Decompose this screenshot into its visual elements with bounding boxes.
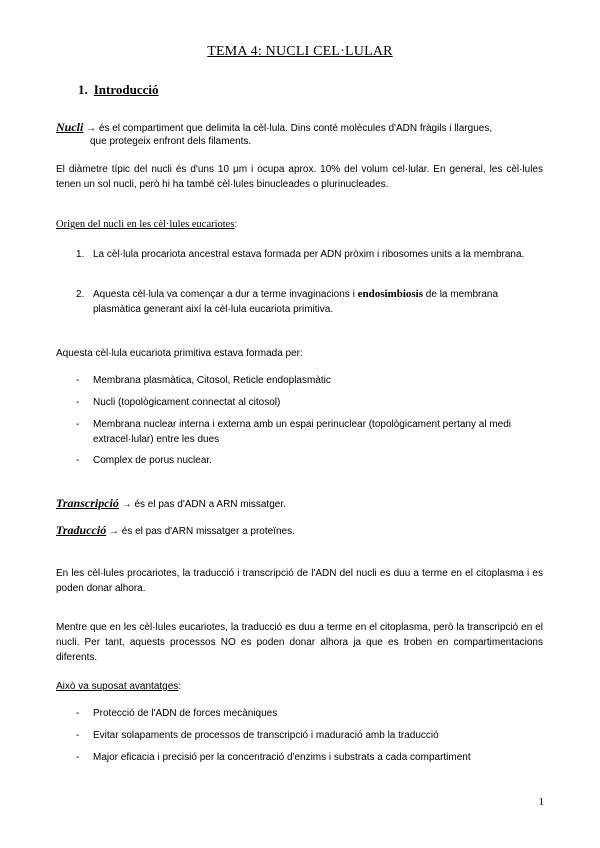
origen-colon: : — [234, 219, 238, 230]
list-item — [76, 247, 536, 262]
list-marker: 2. — [76, 289, 85, 300]
list-item — [76, 706, 544, 721]
text-before: Aquesta cèl·lula va començar a dur a terme invaginacions i — [93, 289, 358, 300]
origen-heading-text: Origen del nucli en les cèl·lules eucariotes — [56, 219, 235, 230]
section-heading — [78, 82, 159, 98]
list-item — [76, 395, 544, 410]
bullet-dash: - — [76, 397, 80, 408]
origen-heading — [56, 217, 237, 232]
avantatges-heading — [56, 679, 181, 694]
avantatges-colon: : — [178, 681, 182, 692]
arrow: → — [86, 123, 97, 134]
list-item — [76, 373, 544, 388]
primitiva-intro: Aquesta cèl·lula eucariota primitiva estava formada per: — [56, 348, 303, 359]
text-after: de la membrana plasmàtica generant així la cèl·lula eucariota primitiva. — [93, 289, 499, 315]
page-number: 1 — [538, 796, 544, 808]
traduccio-definition — [56, 523, 295, 539]
section-title: Introducció — [93, 82, 159, 97]
bullet-dash: - — [76, 375, 80, 386]
list-item-text: Evitar solapaments de processos de transcripció i maduració amb la traducció — [93, 730, 439, 741]
bullet-dash: - — [76, 708, 80, 719]
paragraph-eucariotes: Mentre que en les cèl·lules eucariotes, la traducció es duu a terme en el citoplasma, però la transcripció en el nucli. Per tant, aquests processos NO es poden donar alhora ja que es troben en compartimentacions diferents. — [56, 622, 543, 663]
list-item-text: Complex de porus nuclear. — [93, 455, 212, 466]
paragraph-diametre: El diàmetre típic del nucli és d'uns 10 µm i ocupa aprox. 10% del volum cel·lular. En general, les cèl·lules tenen un sol nucli, però hi ha també cèl·lules binucleades o plurinucleades. — [56, 164, 543, 190]
transcripcio-text: és el pas d'ADN a ARN missatger. — [134, 499, 286, 510]
bullet-dash: - — [76, 419, 80, 430]
transcripcio-definition — [56, 496, 286, 512]
list-item — [76, 287, 542, 317]
nucli-def-line1: és el compartiment que delimita la cèl·lula. Dins conté molècules d'ADN fràgils i llargues, — [98, 123, 493, 134]
bullet-dash: - — [76, 730, 80, 741]
list-marker: 1. — [76, 249, 85, 260]
avantatges-heading-text: Això va suposat avantatges — [56, 681, 179, 692]
list-item — [76, 417, 544, 447]
list-item-text: Membrana plasmàtica, Citosol, Reticle endoplasmàtic — [93, 375, 331, 386]
bullet-dash: - — [76, 752, 80, 763]
endosimbiosis-term: endosimbiosis — [357, 288, 424, 300]
traduccio-text: és el pas d'ARN missatger a proteïnes. — [121, 526, 295, 537]
list-item — [76, 750, 544, 765]
section-number: 1. — [78, 82, 88, 97]
list-item-text: Protecció de l'ADN de forces mecàniques — [93, 708, 278, 719]
paragraph-procariotes: En les cèl·lules procariotes, la traducció i transcripció de l'ADN del nucli es duu a terme en el citoplasma i es poden donar alhora. — [56, 568, 543, 594]
term-traduccio: Traducció — [56, 523, 107, 537]
list-item-text: Nucli (topològicament connectat al citosol) — [93, 397, 281, 408]
term-nucli: Nucli — [56, 120, 84, 134]
arrow: → — [109, 526, 119, 537]
list-item — [76, 728, 544, 743]
nucli-def-line2: que protegeix enfront dels filaments. — [90, 136, 252, 147]
arrow: → — [121, 499, 132, 510]
list-item-text: La cèl·lula procariota ancestral estava formada per ADN pròxim i ribosomes units a la membrana. — [93, 249, 525, 260]
list-item-text: Major eficacia i precisió per la concentració d'enzims i substrats a cada compartiment — [93, 752, 471, 763]
list-item — [76, 453, 544, 468]
term-transcripcio: Transcripció — [56, 496, 119, 510]
list-item-text — [93, 287, 542, 317]
list-item-text: Membrana nuclear interna i externa amb un espai perinuclear (topològicament pertany al medi extracel·lular) entre les dues — [93, 419, 512, 445]
page-title: TEMA 4: NUCLI CEL·LULAR — [207, 44, 393, 59]
bullet-dash: - — [76, 455, 80, 466]
